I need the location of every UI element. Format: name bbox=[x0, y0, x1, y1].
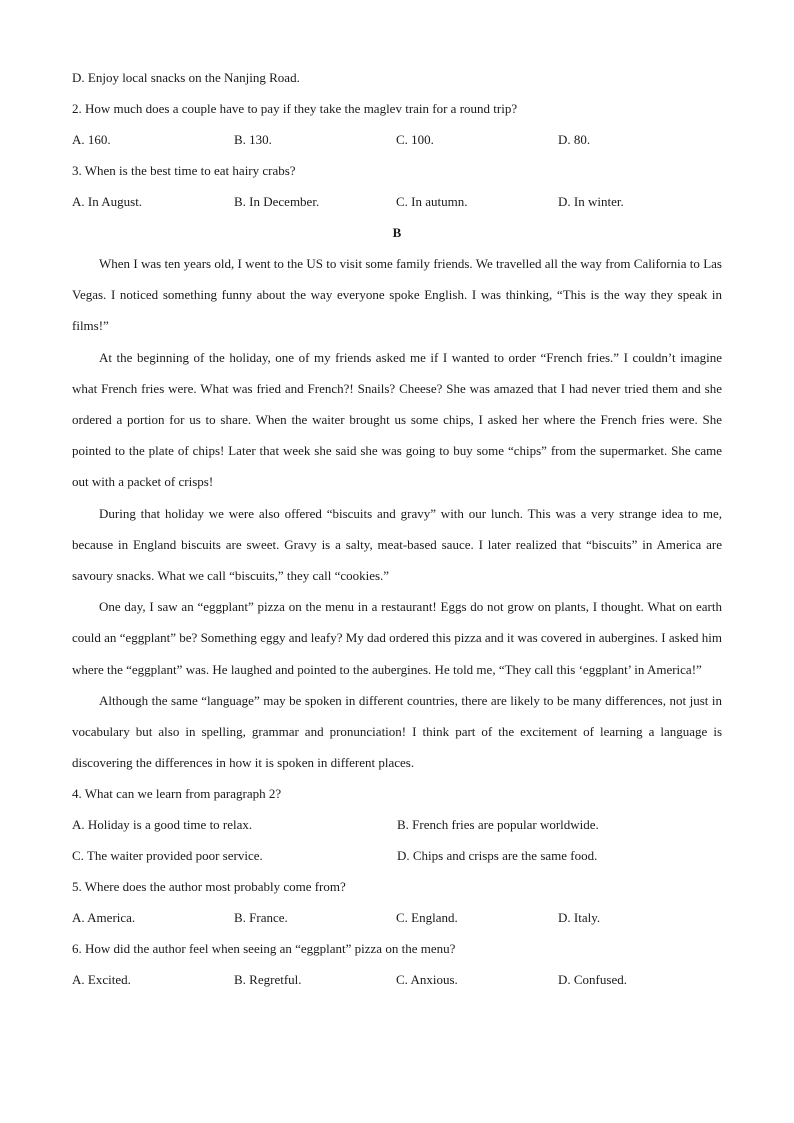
passage bbox=[72, 248, 722, 778]
q6-question: 6. How did the author feel when seeing an “eggplant” pizza on the menu? bbox=[72, 941, 456, 957]
q4-option-d: D. Chips and crisps are the same food. bbox=[397, 848, 598, 864]
exam-page bbox=[72, 62, 722, 995]
q6-option-d: D. Confused. bbox=[558, 972, 627, 988]
q3-question: 3. When is the best time to eat hairy crabs? bbox=[72, 163, 296, 178]
q6-options bbox=[72, 964, 722, 995]
q3-option-a: A. In August. bbox=[72, 194, 143, 209]
q4-option-b: B. French fries are popular worldwide. bbox=[397, 817, 599, 833]
q2-options bbox=[72, 124, 722, 155]
q3-option-b: B. In December. bbox=[234, 194, 320, 209]
q6-option-a: A. Excited. bbox=[72, 972, 131, 988]
section-title: B bbox=[392, 225, 402, 240]
q2-option-a: A. 160. bbox=[72, 132, 111, 147]
q5-option-b: B. France. bbox=[234, 910, 288, 926]
passage-paragraph: At the beginning of the holiday, one of my friends asked me if I wanted to order “French fries.” I couldn’t imagine what French fries were. What was fried and French?! Snails? Cheese? She was amazed that I had never tried them and she ordered a portion for us to share. When the waiter brought us some chips, I asked her where the French fries were. She pointed to the plate of chips! Later that week she said she was going to buy some “chips” from the supermarket. She came out with a packet of crisps! bbox=[72, 349, 722, 490]
q5-question: 5. Where does the author most probably come from? bbox=[72, 879, 346, 895]
q2-option-b: B. 130. bbox=[234, 132, 272, 147]
q4-question: 4. What can we learn from paragraph 2? bbox=[72, 786, 282, 802]
q4-options-row1 bbox=[72, 809, 722, 840]
q2-question: 2. How much does a couple have to pay if they take the maglev train for a round trip? bbox=[72, 101, 518, 116]
q1-option-d: D. Enjoy local snacks on the Nanjing Road. bbox=[72, 70, 300, 85]
q2-option-d: D. 80. bbox=[558, 132, 591, 147]
q5-option-a: A. America. bbox=[72, 910, 136, 926]
passage-paragraph: One day, I saw an “eggplant” pizza on the menu in a restaurant! Eggs do not grow on plants, I thought. What on earth could an “eggplant” be? Something eggy and leafy? My dad ordered this pizza and it was covered in aubergines. I asked him where the “eggplant” was. He laughed and pointed to the aubergines. He told me, “They call this ‘eggplant’ in America!” bbox=[72, 599, 722, 677]
passage-paragraph: When I was ten years old, I went to the US to visit some family friends. We travelled all the way from California to Las Vegas. I noticed something funny about the way everyone spoke English. I was thinking, “This is the way they speak in films!” bbox=[72, 256, 722, 334]
q4-options-row2 bbox=[72, 840, 722, 871]
q3-option-d: D. In winter. bbox=[558, 194, 624, 209]
q2-option-c: C. 100. bbox=[396, 132, 434, 147]
q6-option-c: C. Anxious. bbox=[396, 972, 458, 988]
passage-paragraph: During that holiday we were also offered “biscuits and gravy” with our lunch. This was a very strange idea to me, because in England biscuits are sweet. Gravy is a salty, meat-based sauce. I later realized that “biscuits” in America are savoury snacks. What we call “biscuits,” they call “cookies.” bbox=[72, 505, 722, 584]
q4-option-c: C. The waiter provided poor service. bbox=[72, 848, 263, 864]
q5-option-c: C. England. bbox=[396, 910, 458, 926]
q6-option-b: B. Regretful. bbox=[234, 972, 302, 988]
q5-options bbox=[72, 902, 722, 933]
q4-option-a: A. Holiday is a good time to relax. bbox=[72, 817, 253, 833]
q3-option-c: C. In autumn. bbox=[396, 194, 468, 209]
passage-paragraph: Although the same “language” may be spoken in different countries, there are likely to be many differences, not just in vocabulary but also in spelling, grammar and pronunciation! I think part of the excitement of learning a language is discovering the differences in how it is spoken in different places. bbox=[72, 692, 722, 771]
q5-option-d: D. Italy. bbox=[558, 910, 601, 926]
q3-options bbox=[72, 186, 722, 217]
